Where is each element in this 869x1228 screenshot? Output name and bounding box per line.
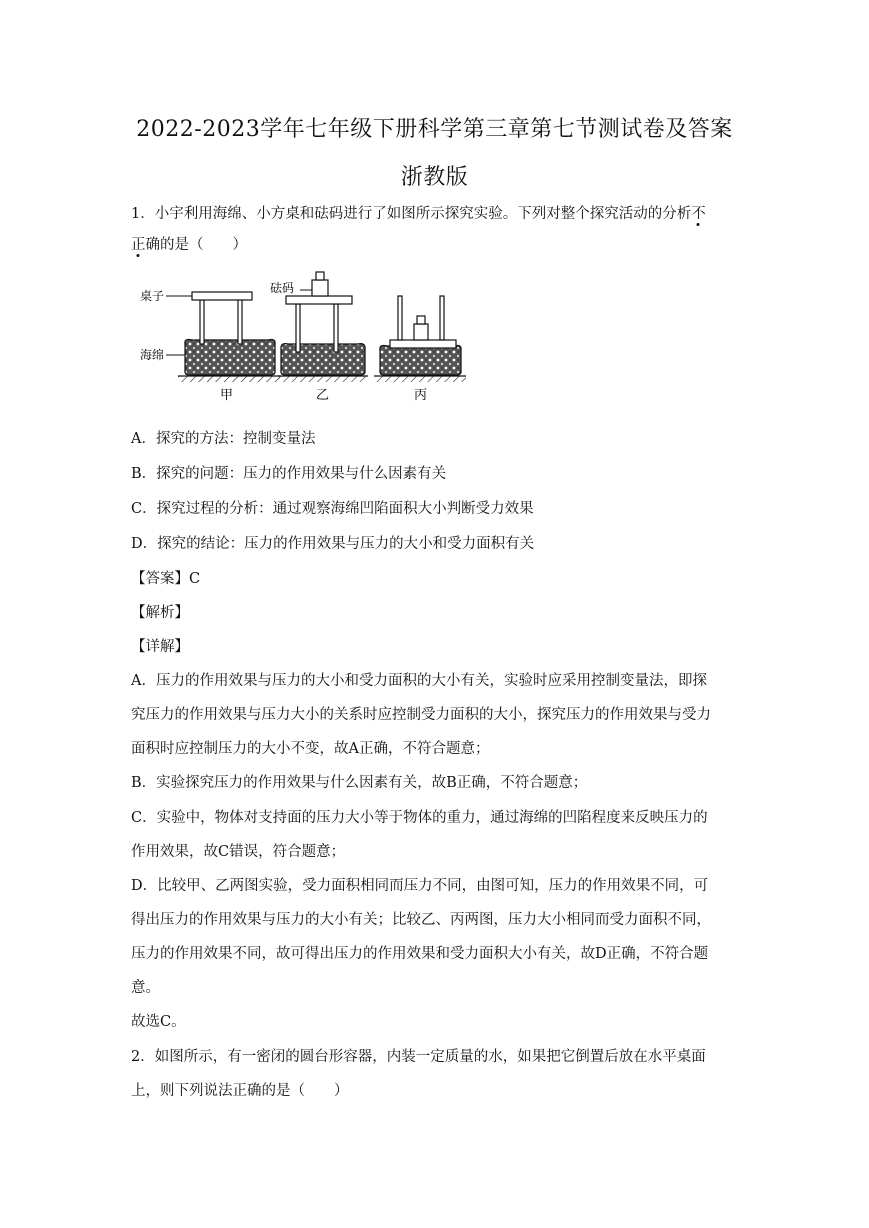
choice-conclusion: 故选C。	[131, 1014, 186, 1030]
label-table: 桌子	[140, 289, 165, 303]
question-2-stem-line1: 2．如图所示，有一密闭的圆台形容器，内装一定质量的水，如果把它倒置后放在水平桌面	[131, 1049, 706, 1065]
sponge-experiment-figure	[140, 262, 480, 410]
document-subtitle: 浙教版	[400, 165, 469, 190]
explanation-line: 意。	[131, 980, 160, 996]
label-sponge: 海绵	[140, 348, 165, 362]
explanation-line: B．实验探究压力的作用效果与什么因素有关，故B正确，不符合题意；	[131, 775, 588, 791]
panel-jia	[166, 292, 280, 382]
caption-jia: 甲	[220, 388, 234, 403]
panel-bing	[374, 296, 466, 382]
label-weight: 砝码	[270, 281, 295, 295]
explanation-line: C．实验中，物体对支持面的压力大小等于物体的重力，通过海绵的凹陷程度来反映压力的	[131, 810, 708, 826]
explanation-line: A．压力的作用效果与压力的大小和受力面积的大小有关，实验时应采用控制变量法，即探	[131, 673, 707, 689]
option-d: D．探究的结论：压力的作用效果与压力的大小和受力面积有关	[131, 536, 535, 552]
option-a: A．探究的方法：控制变量法	[131, 431, 316, 447]
option-c: C．探究过程的分析：通过观察海绵凹陷面积大小判断受力效果	[131, 501, 534, 517]
caption-yi: 乙	[316, 388, 330, 403]
explanation-line: D．比较甲、乙两图实验，受力面积相同而压力不同，由图可知，压力的作用效果不同，可	[131, 878, 709, 894]
document-title: 2022-2023学年七年级下册科学第三章第七节测试卷及答案	[136, 117, 733, 142]
analysis-label: 【解析】	[131, 605, 189, 621]
question-1-stem-line1: 1．小宇利用海绵、小方桌和砝码进行了如图所示探究实验。下列对整个探究活动的分析不	[131, 206, 706, 222]
caption-bing: 丙	[414, 388, 428, 403]
answer-label: 【答案】C	[131, 571, 201, 587]
option-b: B．探究的问题：压力的作用效果与什么因素有关	[131, 466, 447, 482]
explanation-line: 得出压力的作用效果与压力的大小有关；比较乙、丙两图，压力大小相同而受力面积不同，	[131, 912, 711, 928]
detail-label: 【详解】	[131, 639, 189, 655]
explanation-line: 作用效果，故C错误，符合题意；	[131, 844, 346, 860]
question-2-stem-line2: 上，则下列说法正确的是（ ）	[131, 1083, 349, 1099]
question-1-stem-line2: 正确的是（ ）	[131, 237, 247, 253]
explanation-line: 压力的作用效果不同，故可得出压力的作用效果和受力面积大小有关，故D正确，不符合题	[131, 946, 709, 962]
explanation-line: 面积时应控制压力的大小不变，故A正确，不符合题意；	[131, 741, 490, 757]
explanation-line: 究压力的作用效果与压力大小的关系时应控制受力面积的大小，探究压力的作用效果与受力	[131, 707, 711, 723]
